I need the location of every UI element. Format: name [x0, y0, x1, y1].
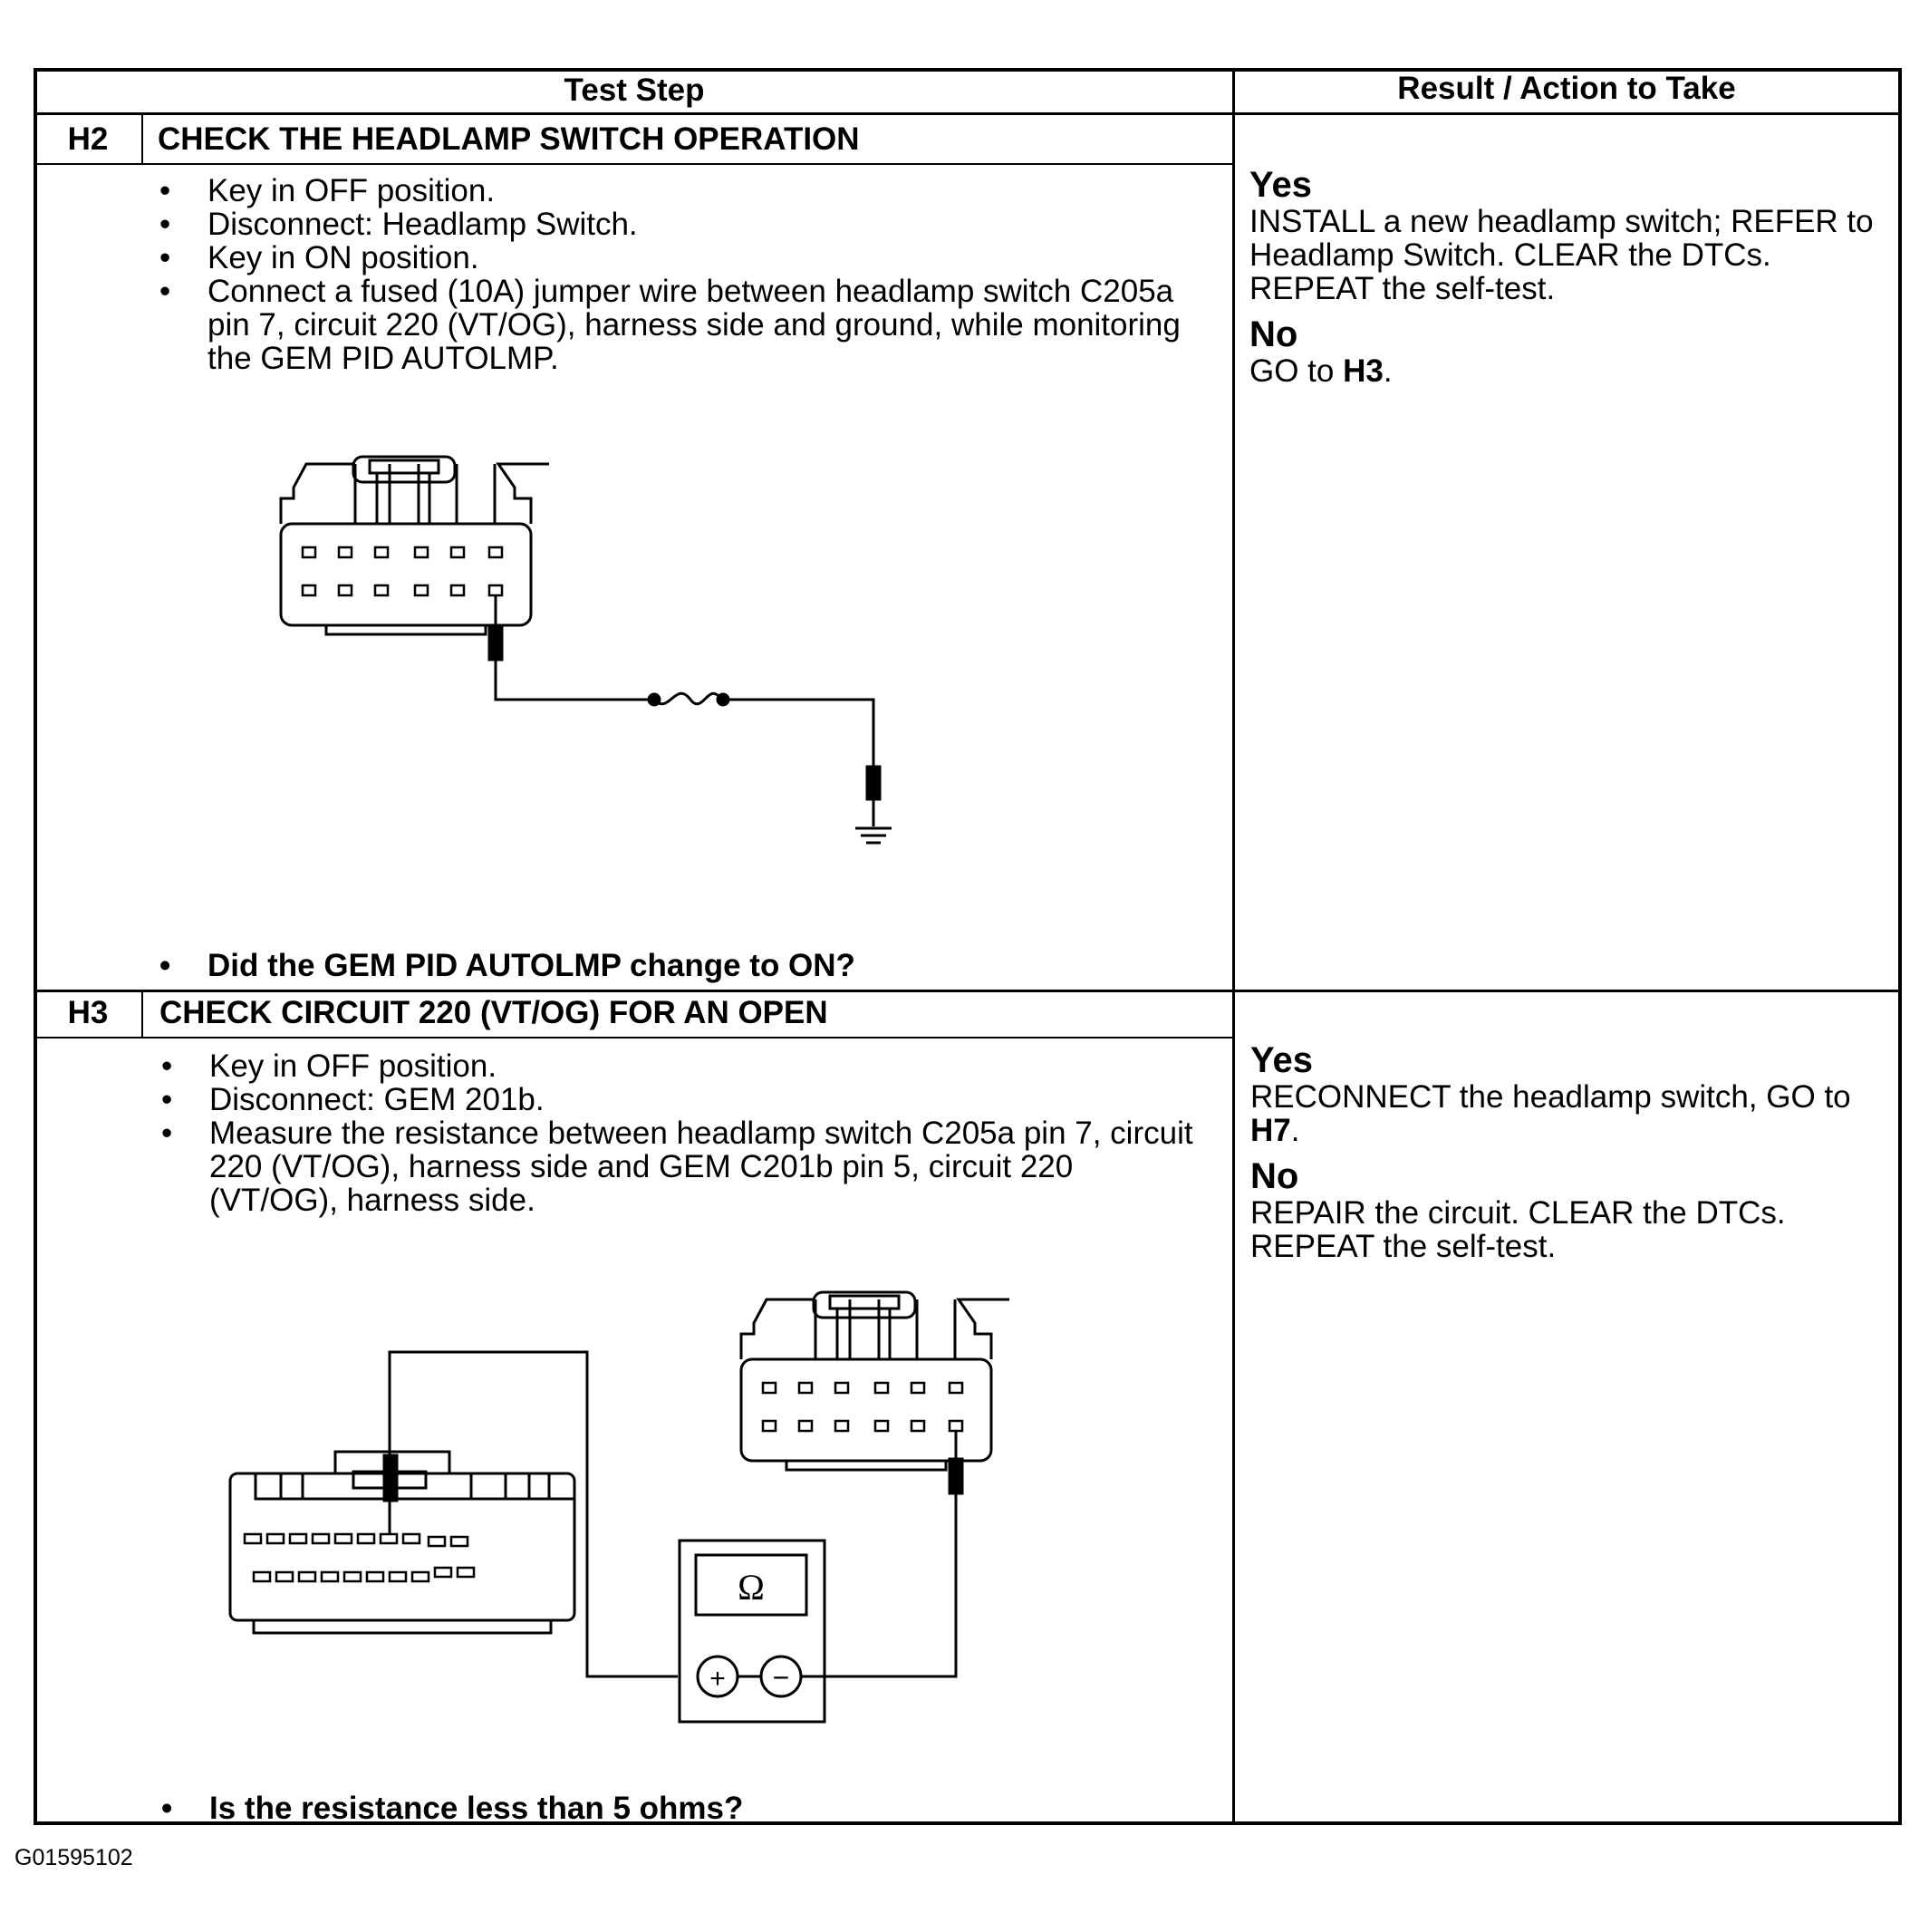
step-id-h3: H3	[67, 995, 109, 1030]
connector-icon	[281, 457, 549, 634]
column-divider	[1232, 68, 1235, 1825]
connector-pins	[303, 547, 502, 595]
meter-symbol: Ω	[738, 1567, 765, 1608]
h2-no-text: GO to H3.	[1249, 353, 1393, 389]
h2-bullet: • Connect a fused (10A) jumper wire between headlamp switch C205a pin 7, circuit 220 (VT/OG), harness side and ground, while monitoring the GEM PID AUTOLMP.	[156, 275, 1198, 375]
h2-bullet: • Key in OFF position.	[156, 174, 1198, 208]
h3-bullet: • Measure the resistance between headlamp switch C205a pin 7, circuit 220 (VT/OG), harness side and GEM C201b pin 5, circuit 220 (VT/OG), harness side.	[158, 1116, 1200, 1217]
h2-no-label: No	[1249, 314, 1298, 354]
h3-resistance-diagram	[217, 1278, 1232, 1749]
h2-bullet: • Key in ON position.	[156, 241, 1198, 275]
test-step-header: Test Step	[564, 72, 705, 108]
connector-pins	[763, 1383, 962, 1431]
figure-id: G01595102	[14, 1845, 133, 1870]
h3-no-text: REPAIR the circuit. CLEAR the DTCs. REPEAT the self-test.	[1250, 1195, 1786, 1264]
h2-jumper-diagram	[263, 444, 951, 988]
step-id-h2: H2	[67, 121, 109, 157]
h3-no-label: No	[1250, 1156, 1299, 1196]
connector-pins	[245, 1534, 474, 1581]
h2-results	[1249, 165, 1897, 391]
h2-yes-text: INSTALL a new headlamp switch; REFER to Headlamp Switch. CLEAR the DTCs. REPEAT the self-test.	[1249, 204, 1874, 306]
result-action-header: Result / Action to Take	[1397, 71, 1736, 106]
h3-bullet: • Key in OFF position.	[158, 1049, 1200, 1083]
h2-bullet: • Disconnect: Headlamp Switch.	[156, 208, 1198, 241]
h3-bullet: • Disconnect: GEM 201b.	[158, 1083, 1200, 1116]
fuse-icon	[649, 693, 728, 705]
ground-icon	[855, 799, 892, 843]
connector-icon	[741, 1292, 1009, 1470]
h3-id-divider	[141, 990, 143, 1038]
h3-title-divider	[34, 1037, 1233, 1038]
h2-title-divider	[34, 163, 1233, 165]
h3-yes-label: Yes	[1250, 1040, 1313, 1080]
ohmmeter-icon	[680, 1541, 825, 1722]
header-divider	[34, 112, 1902, 115]
h3-results	[1250, 1040, 1901, 1267]
h3-yes-text: RECONNECT the headlamp switch, GO to H7.	[1250, 1079, 1851, 1148]
row-divider	[34, 990, 1902, 992]
h3-instructions	[158, 1049, 1200, 1217]
h2-yes-label: Yes	[1249, 165, 1312, 205]
h2-id-divider	[141, 113, 143, 164]
step-title-h3: CHECK CIRCUIT 220 (VT/OG) FOR AN OPEN	[159, 995, 828, 1030]
h2-instructions	[156, 174, 1198, 375]
meter-minus: −	[772, 1661, 790, 1694]
h2-question: • Did the GEM PID AUTOLMP change to ON?	[156, 948, 855, 984]
h3-question: • Is the resistance less than 5 ohms?	[158, 1791, 743, 1827]
meter-plus: +	[709, 1664, 726, 1694]
step-title-h2: CHECK THE HEADLAMP SWITCH OPERATION	[158, 121, 860, 157]
